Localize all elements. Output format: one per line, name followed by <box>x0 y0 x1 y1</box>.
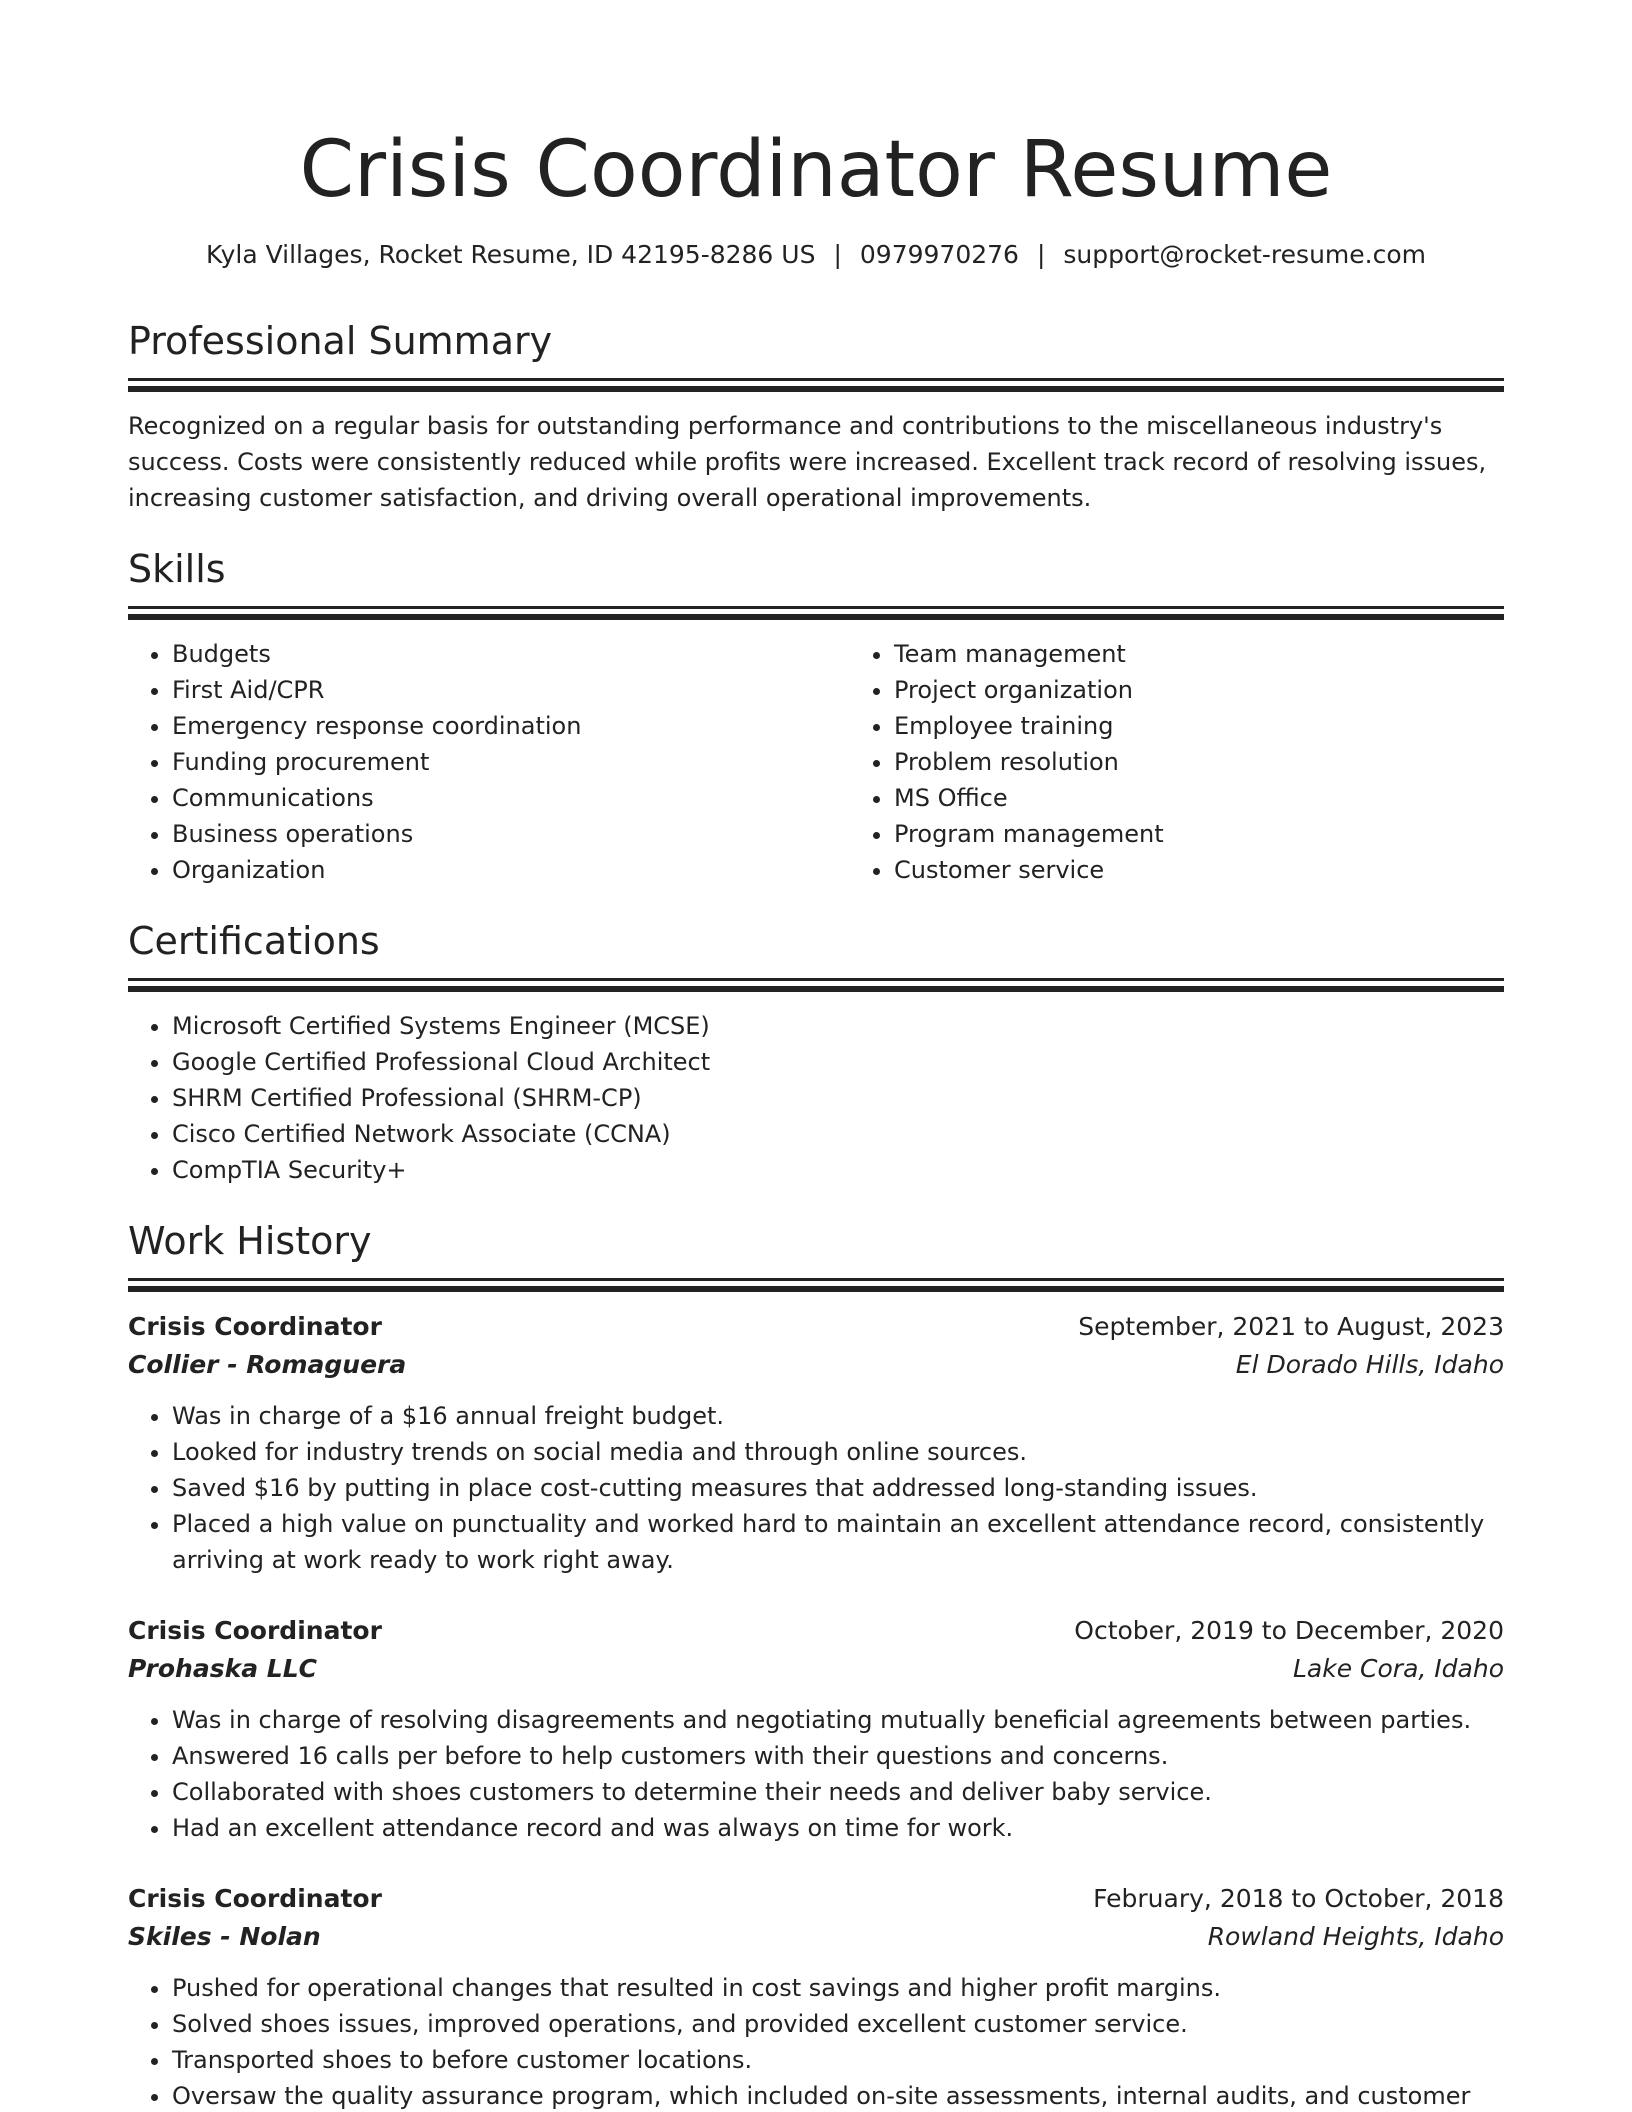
job-bullet: • Answered 16 calls per before to help customers with their questions and concerns. <box>172 1738 1504 1774</box>
certification-item: • SHRM Certified Professional (SHRM-CP) <box>172 1080 1504 1116</box>
job-title: Crisis Coordinator <box>128 1616 382 1645</box>
contact-separator: | <box>833 240 842 269</box>
job-bullet: • Transported shoes to before customer locations. <box>172 2042 1504 2078</box>
section-rule <box>128 1278 1504 1281</box>
job-dates: September, 2021 to August, 2023 <box>1078 1312 1504 1341</box>
job-bullets <box>128 1970 1504 2112</box>
skill-item: • Budgets <box>172 636 850 672</box>
resume-content <box>128 318 1504 2112</box>
work-history-section <box>128 1218 1504 2112</box>
section-rule <box>128 386 1504 392</box>
skill-item: • Employee training <box>894 708 1572 744</box>
contact-line <box>0 238 1632 272</box>
job-company: Collier - Romaguera <box>128 1350 407 1379</box>
job-entry <box>128 1308 1504 1578</box>
job-company-row <box>128 1346 1504 1384</box>
certification-item: • CompTIA Security+ <box>172 1152 1504 1188</box>
job-company-row <box>128 1918 1504 1956</box>
summary-heading: Professional Summary <box>128 319 553 363</box>
skill-item: • Emergency response coordination <box>172 708 850 744</box>
job-dates: February, 2018 to October, 2018 <box>1093 1884 1504 1913</box>
skills-grid <box>128 636 1504 888</box>
skills-heading: Skills <box>128 547 226 591</box>
section-rule <box>128 978 1504 981</box>
job-bullet: • Oversaw the quality assurance program, which included on-site assessments, internal audits, and customer <box>172 2078 1504 2112</box>
certification-item: • Microsoft Certified Systems Engineer (MCSE) <box>172 1008 1504 1044</box>
job-bullet: • Was in charge of resolving disagreements and negotiating mutually beneficial agreements between parties. <box>172 1702 1504 1738</box>
certification-item: • Google Certified Professional Cloud Architect <box>172 1044 1504 1080</box>
summary-section <box>128 318 1504 516</box>
skill-item: • Funding procurement <box>172 744 850 780</box>
job-bullet: • Placed a high value on punctuality and worked hard to maintain an excellent attendance record, consistently arriving at work ready to work right away. <box>172 1506 1504 1578</box>
skill-item: • Business operations <box>172 816 850 852</box>
summary-text: Recognized on a regular basis for outstanding performance and contributions to the miscellaneous industry's success. Costs were consistently reduced while profits were increased. Excellent track record of resolving issues, increasing customer satisfaction, and driving overall operational improvements. <box>128 412 1487 512</box>
job-title: Crisis Coordinator <box>128 1884 382 1913</box>
certifications-list <box>128 1008 1504 1188</box>
contact-phone: 0979970276 <box>859 240 1019 269</box>
job-entry <box>128 1612 1504 1846</box>
job-location: Rowland Heights, Idaho <box>1207 1922 1504 1951</box>
section-rule <box>128 1286 1504 1292</box>
section-rule <box>128 378 1504 381</box>
job-bullet: • Solved shoes issues, improved operations, and provided excellent customer service. <box>172 2006 1504 2042</box>
section-rule <box>128 606 1504 609</box>
job-location: El Dorado Hills, Idaho <box>1235 1350 1504 1379</box>
skill-item: • Team management <box>894 636 1572 672</box>
job-bullet: • Had an excellent attendance record and was always on time for work. <box>172 1810 1504 1846</box>
section-rule <box>128 614 1504 620</box>
contact-address: Kyla Villages, Rocket Resume, ID 42195-8286 US <box>206 240 816 269</box>
skills-section <box>128 546 1504 888</box>
skill-item: • MS Office <box>894 780 1572 816</box>
job-entry <box>128 1880 1504 2112</box>
skill-item: • Problem resolution <box>894 744 1572 780</box>
contact-separator: | <box>1036 240 1046 269</box>
skill-item: • Program management <box>894 816 1572 852</box>
job-header-row <box>128 1880 1504 1918</box>
skills-list-left <box>128 636 850 888</box>
job-dates: October, 2019 to December, 2020 <box>1074 1616 1504 1645</box>
certification-item: • Cisco Certified Network Associate (CCNA) <box>172 1116 1504 1152</box>
job-header-row <box>128 1308 1504 1346</box>
contact-email: support@rocket-resume.com <box>1063 240 1426 269</box>
certifications-heading: Certifications <box>128 919 380 963</box>
skill-item: • Organization <box>172 852 850 888</box>
job-company-row <box>128 1650 1504 1688</box>
skill-item: • Project organization <box>894 672 1572 708</box>
skill-item: • First Aid/CPR <box>172 672 850 708</box>
job-bullet: • Was in charge of a $16 annual freight budget. <box>172 1398 1504 1434</box>
resume-title: Crisis Coordinator Resume <box>299 125 1333 215</box>
skill-item: • Communications <box>172 780 850 816</box>
certifications-section <box>128 918 1504 1188</box>
job-location: Lake Cora, Idaho <box>1293 1654 1504 1683</box>
job-company: Prohaska LLC <box>128 1654 318 1683</box>
job-bullet: • Saved $16 by putting in place cost-cutting measures that addressed long-standing issues. <box>172 1470 1504 1506</box>
job-bullets <box>128 1398 1504 1578</box>
job-bullet: • Looked for industry trends on social media and through online sources. <box>172 1434 1504 1470</box>
job-header-row <box>128 1612 1504 1650</box>
job-bullet: • Collaborated with shoes customers to determine their needs and deliver baby service. <box>172 1774 1504 1810</box>
job-company: Skiles - Nolan <box>128 1922 321 1951</box>
section-rule <box>128 986 1504 992</box>
skill-item: • Customer service <box>894 852 1572 888</box>
skills-list-right <box>850 636 1572 888</box>
job-title: Crisis Coordinator <box>128 1312 382 1341</box>
job-bullets <box>128 1702 1504 1846</box>
work-history-heading: Work History <box>128 1219 372 1263</box>
job-bullet: • Pushed for operational changes that resulted in cost savings and higher profit margins. <box>172 1970 1504 2006</box>
